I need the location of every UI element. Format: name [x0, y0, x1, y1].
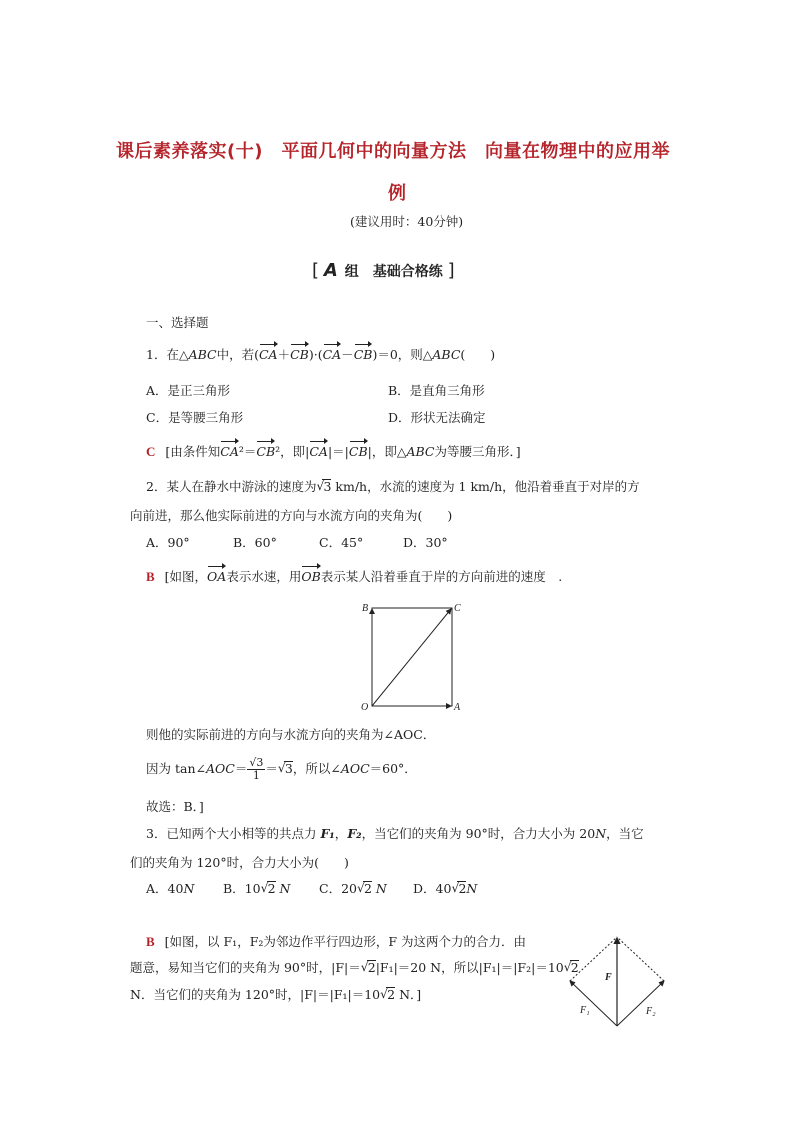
q2-fraction — [247, 757, 265, 782]
q1-option-d: D．形状无法确定 — [388, 410, 486, 425]
q3-opt-c-n: N — [375, 881, 387, 896]
q1-end: )＝0，则△ — [372, 347, 433, 362]
q2-tan-end: ，所以∠ — [292, 761, 341, 776]
q3-label-f1: F₁ — [580, 1005, 590, 1016]
vector-ca-3: CA — [220, 444, 239, 459]
q3-opt-b-sqrt: √ 2 — [261, 881, 276, 897]
q2-sqrt3-b: √ 3 — [278, 761, 293, 777]
q2-figure — [360, 600, 470, 712]
vector-cb: CB — [290, 347, 309, 362]
q3-explanation-line2 — [130, 960, 579, 976]
q3-option-a — [146, 881, 194, 897]
q2-line1-a: 2．某人在静水中游泳的速度为 — [146, 479, 317, 494]
q3-expl-l3b: N．] — [395, 987, 422, 1002]
q1-option-b: B．是直角三角形 — [388, 383, 485, 398]
q2-aoc-2: AOC — [340, 761, 370, 776]
group-label: 组 基础合格练 — [344, 264, 443, 280]
q2-sqrt3: √ 3 — [316, 479, 331, 495]
q1-answer: C — [146, 444, 156, 459]
q3-opt-d-text: D．40 — [413, 881, 452, 896]
q3-opt-d-n: N — [466, 881, 478, 896]
suggested-time: (建议用时：40分钟) — [350, 214, 464, 229]
vector-cb-3: CB — [256, 444, 276, 459]
q3-opt-b-text: B．10 — [223, 881, 261, 896]
q1-abc: ABC — [188, 347, 217, 362]
group-heading — [312, 260, 455, 281]
q3-opt-c-text: C．20 — [319, 881, 357, 896]
q3-stem-c: ，当它 — [606, 826, 644, 841]
q3-f2: F₂ — [347, 826, 362, 841]
vector-cb-2: CB — [353, 347, 373, 362]
q3-f1: F₁ — [320, 826, 335, 841]
q2-option-c: C．45° — [319, 535, 364, 550]
q3-option-b — [223, 881, 290, 897]
question-2-stem — [146, 479, 640, 495]
q2-frac-num: √3 — [249, 756, 264, 769]
q2-stem-line2: 向前进，那么他实际前进的方向与水流方向的夹角为( ) — [130, 508, 453, 523]
page-title-continued: 例 — [388, 183, 407, 204]
q3-label-f: F — [605, 972, 612, 983]
q3-explanation-line3 — [130, 987, 421, 1003]
q2-option-d: D．30° — [403, 535, 448, 550]
q1-bar-eq: |＝| — [327, 444, 349, 459]
vector-ca-2: CA — [322, 347, 342, 362]
q1-abc-2: ABC — [432, 347, 461, 362]
q3-explanation-line1 — [146, 934, 526, 950]
q2-tan-mid: ＝ — [265, 761, 278, 776]
q3-arrow-f1 — [570, 981, 617, 1026]
q3-answer: B — [146, 934, 155, 949]
q2-tan-val: ＝60°． — [369, 761, 417, 776]
q3-stem-line2: 们的夹角为 120°时，合力大小为( ) — [130, 855, 349, 870]
bracket-right: ] — [447, 260, 455, 281]
q1-expl-1: [由条件知 — [165, 444, 221, 459]
bracket-left: [ — [312, 260, 320, 281]
question-1-stem — [146, 347, 495, 363]
page-title: 课后素养落实(十) 平面几何中的向量方法 向量在物理中的应用举 — [116, 141, 670, 162]
q2-option-a: A．90° — [146, 535, 190, 550]
q2-answer: B — [146, 569, 155, 584]
q1-pre: 1．在△ — [146, 347, 189, 362]
q1-minus: － — [341, 347, 354, 362]
q1-expl-3: 为等腰三角形．] — [434, 444, 521, 459]
q1-sq2: ²，即| — [275, 444, 310, 459]
q3-opt-c-sqrt: √ 2 — [357, 881, 372, 897]
q2-expl-3: 表示某人沿着垂直于岸的方向前进的速度 . — [320, 569, 563, 584]
q2-aoc: AOC — [205, 761, 235, 776]
q2-tan-pre: 因为 tan∠ — [146, 761, 206, 776]
q2-label-o: O — [361, 702, 369, 712]
q3-expl-l3a: N．当它们的夹角为 120°时，|F|＝|F₁|＝10 — [130, 987, 381, 1002]
vector-ca-4: CA — [309, 444, 328, 459]
q2-explanation — [146, 569, 562, 585]
q2-label-b: B — [362, 603, 369, 614]
q2-label-c: C — [454, 603, 461, 614]
q3-stem-b: ，当它们的夹角为 90°时，合力大小为 20 — [361, 826, 596, 841]
q2-tan-line — [146, 757, 417, 782]
q3-opt-a-text: A．40 — [146, 881, 184, 896]
q3-opt-a-n: N — [183, 881, 195, 896]
q2-diagonal-oc — [372, 609, 451, 706]
q2-frac-den: 1 — [252, 769, 260, 782]
q3-n: N — [595, 826, 607, 841]
q2-tan-eq: ＝ — [234, 761, 248, 776]
q2-expl-2: 表示水速，用 — [226, 569, 302, 584]
vector-oa: OA — [207, 569, 227, 584]
q2-expl-line4: 故选：B．] — [146, 799, 204, 814]
q1-explanation — [146, 444, 521, 460]
q3-expl-sqrt-a: √ 2 — [361, 960, 376, 976]
q3-opt-d-sqrt: √ 2 — [451, 881, 466, 897]
q1-option-a: A．是正三角形 — [146, 383, 231, 398]
group-letter: A — [323, 260, 338, 281]
q1-option-c: C．是等腰三角形 — [146, 410, 244, 425]
q2-line1-b: km/h，水流的速度为 1 km/h，他沿着垂直于对岸的方 — [331, 479, 640, 494]
q1-sq: ²＝ — [238, 444, 257, 459]
vector-ca: CA — [258, 347, 278, 362]
q3-expl-l2b: |F₁|＝20 N，所以|F₁|＝|F₂|＝10 — [375, 960, 564, 975]
q1-mid: 中，若( — [216, 347, 259, 362]
q3-option-c — [319, 881, 387, 897]
q3-expl-l1: [如图，以 F₁，F₂为邻边作平行四边形，F 为这两个力的合力．由 — [164, 934, 527, 949]
q3-label-f2: F₂ — [646, 1006, 656, 1017]
q1-expl-2: |，即△ — [367, 444, 407, 459]
vector-cb-4: CB — [348, 444, 368, 459]
q3-expl-sqrt-c: √ 2 — [380, 987, 395, 1003]
q3-option-d — [413, 881, 477, 897]
q3-dashed-right — [617, 937, 664, 981]
q1-dot: )·( — [308, 347, 323, 362]
q2-expl-line2: 则他的实际前进的方向与水流方向的夹角为∠AOC． — [146, 727, 436, 742]
q3-figure — [562, 928, 674, 1032]
q3-opt-b-n: N — [279, 881, 291, 896]
q3-comma: ， — [334, 826, 348, 841]
q2-expl-1: [如图， — [164, 569, 208, 584]
q3-stem-a: 3．已知两个大小相等的共点力 — [146, 826, 321, 841]
q3-expl-l2a: 题意，易知当它们的夹角为 90°时，|F|＝ — [130, 960, 361, 975]
section-label: 一、选择题 — [146, 315, 209, 330]
question-3-stem — [146, 826, 644, 842]
q2-option-b: B．60° — [233, 535, 277, 550]
q3-arrow-f2 — [617, 981, 664, 1026]
q1-tail: ( ) — [460, 347, 496, 362]
q1-abc-3: ABC — [406, 444, 435, 459]
vector-ob: OB — [301, 569, 321, 584]
q2-label-a: A — [454, 702, 461, 712]
q3-expl-sqrt-b: √ 2 — [564, 960, 579, 976]
q1-plus: ＋ — [277, 347, 291, 362]
